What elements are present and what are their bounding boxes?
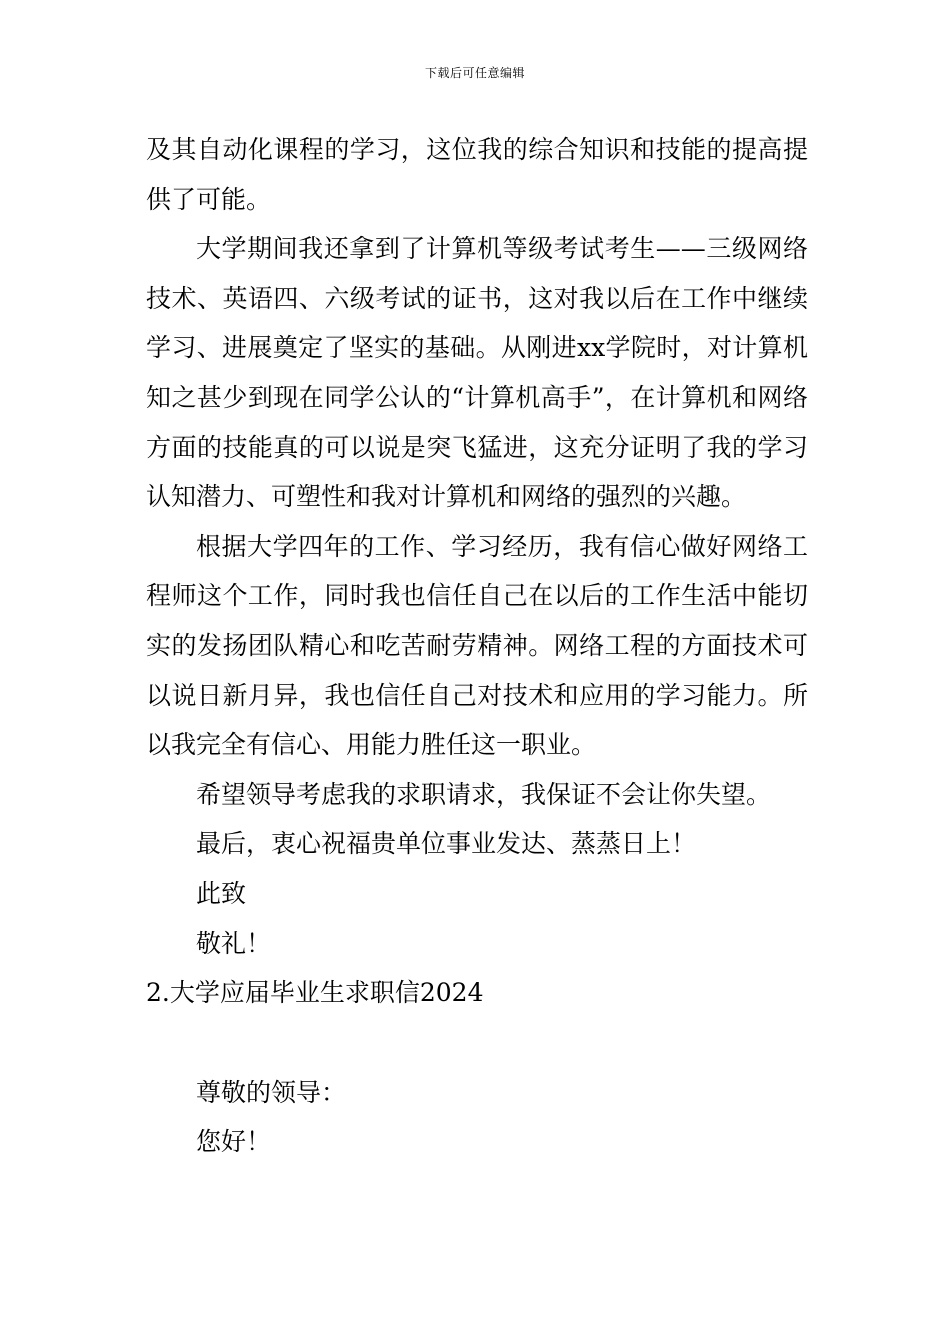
paragraph-confidence: 根据大学四年的工作、学习经历，我有信心做好网络工程师这个工作，同时我也信任自己在以后的工作生活中能切实的发扬团队精心和吃苦耐劳精神。网络工程的方面技术可以说日新月异，我也信任自己对技术和应用的学习能力。所以我完全有信心、用能力胜任这一职业。 bbox=[146, 531, 808, 760]
greeting: 尊敬的领导： bbox=[196, 1077, 347, 1107]
page-header: 下载后可任意编辑 bbox=[424, 66, 525, 80]
paragraph-continued: 及其自动化课程的学习，这位我的综合知识和技能的提高提供了可能。 bbox=[146, 135, 808, 214]
paragraph-request: 希望领导考虑我的求职请求，我保证不会让你失望。 bbox=[196, 779, 772, 809]
hello-line: 您好！ bbox=[196, 1127, 272, 1157]
paragraph-wishes: 最后，衷心祝福贵单位事业发达、蒸蒸日上！ bbox=[196, 829, 697, 859]
document-body bbox=[146, 125, 808, 1167]
closing-salutation: 此致 bbox=[196, 878, 247, 908]
section-title: 2.大学应届毕业生求职信2024 bbox=[146, 978, 484, 1008]
closing-regards: 敬礼！ bbox=[196, 928, 272, 958]
paragraph-certificates: 大学期间我还拿到了计算机等级考试考生——三级网络技术、英语四、六级考试的证书，这对我以后在工作中继续学习、进展奠定了坚实的基础。从刚进xx学院时，对计算机知之甚少到现在同学公认的“计算机高手”，在计算机和网络方面的技能真的可以说是突飞猛进，这充分证明了我的学习认知潜力、可塑性和我对计算机和网络的强烈的兴趣。 bbox=[146, 234, 808, 512]
spacer bbox=[146, 1018, 808, 1068]
